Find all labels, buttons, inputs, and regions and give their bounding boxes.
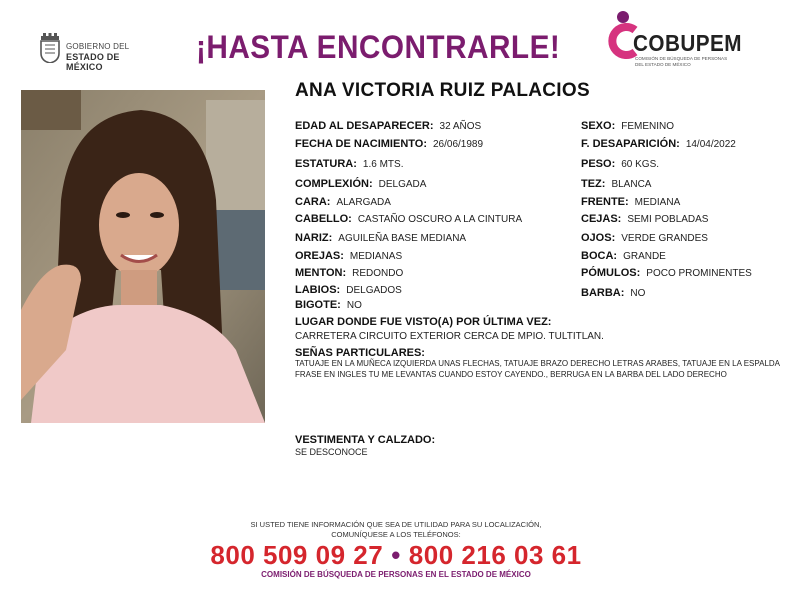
cobupem-subtitle: [635, 56, 727, 67]
field-beard: [581, 287, 645, 300]
field-label: BIGOTE:: [295, 299, 341, 311]
field-face: [295, 196, 391, 209]
field-label: FRENTE:: [581, 196, 629, 208]
field-label: MENTON:: [295, 267, 347, 279]
field-value: 14/04/2022: [685, 139, 736, 150]
field-birthdate: [295, 138, 483, 151]
phone-numbers: [0, 540, 792, 571]
field-value: 32 AÑOS: [439, 121, 482, 132]
gov-line1: GOBIERNO DEL: [66, 42, 130, 51]
field-complexion: [581, 178, 651, 191]
field-label: EDAD AL DESAPARECER:: [295, 120, 434, 132]
cobupem-logo: [604, 10, 744, 70]
field-value: AGUILEÑA BASE MEDIANA: [338, 233, 467, 244]
field-mouth: [581, 250, 666, 263]
gov-line2: ESTADO DE MÉXICO: [66, 52, 120, 72]
field-value: 26/06/1989: [433, 139, 484, 150]
field-value: MEDIANAS: [349, 251, 403, 262]
marks-label: SEÑAS PARTICULARES:: [295, 347, 425, 359]
field-label: OREJAS:: [295, 250, 344, 262]
field-label: PESO:: [581, 158, 616, 170]
field-value: SEMI POBLADAS: [627, 214, 709, 225]
field-lips: [295, 284, 402, 297]
field-label: OJOS:: [581, 232, 616, 244]
field-label: ESTATURA:: [295, 158, 357, 170]
field-hair: [295, 213, 522, 226]
field-value: FEMENINO: [621, 121, 675, 132]
field-label: TEZ:: [581, 178, 606, 190]
headline: ¡HASTA ENCONTRARLE!: [196, 29, 561, 65]
field-label: PÓMULOS:: [581, 267, 641, 279]
cobupem-sub-line2: DEL ESTADO DE MÉXICO: [635, 61, 691, 67]
field-label: SEXO:: [581, 120, 616, 132]
last-seen-label: LUGAR DONDE FUE VISTO(A) POR ÚLTIMA VEZ:: [295, 316, 552, 328]
field-value: 60 KGS.: [621, 159, 660, 170]
field-value: 1.6 MTS.: [362, 159, 404, 170]
separator-dot: •: [391, 540, 401, 570]
field-eyes: [581, 232, 708, 245]
footer-note-line1: SI USTED TIENE INFORMACIÓN QUE SEA DE UTILIDAD PARA SU LOCALIZACIÓN,: [250, 520, 542, 529]
field-eyebrows: [581, 213, 708, 226]
field-label: LABIOS:: [295, 284, 341, 296]
field-value: CASTAÑO OSCURO A LA CINTURA: [357, 214, 523, 225]
field-value: VERDE GRANDES: [621, 233, 708, 244]
field-value: MEDIANA: [634, 197, 681, 208]
field-value: BLANCA: [611, 179, 652, 190]
field-value: NO: [346, 300, 362, 311]
state-seal-icon: [38, 33, 62, 63]
field-value: POCO PROMINENTES: [646, 268, 752, 279]
field-value: DELGADA: [378, 179, 427, 190]
field-forehead: [581, 196, 680, 209]
field-label: CEJAS:: [581, 213, 622, 225]
field-label: CARA:: [295, 196, 331, 208]
field-value: REDONDO: [352, 268, 404, 279]
field-sex: [581, 120, 674, 133]
person-name: ANA VICTORIA RUIZ PALACIOS: [295, 80, 590, 101]
field-build: [295, 178, 426, 191]
field-label: FECHA DE NACIMIENTO:: [295, 138, 427, 150]
field-mustache: [295, 299, 362, 312]
field-chin: [295, 267, 403, 280]
field-height: [295, 158, 404, 171]
gov-logo: [38, 33, 158, 72]
field-label: BOCA:: [581, 250, 618, 262]
phone-1[interactable]: 800 509 09 27: [210, 540, 384, 570]
gov-logo-text: [66, 42, 158, 72]
cobupem-sub-line1: COMISIÓN DE BÚSQUEDA DE PERSONAS: [635, 56, 728, 61]
marks-value: TATUAJE EN LA MUÑECA IZQUIERDA UNAS FLECHAS, TATUAJE BRAZO DERECHO LETRAS ARABES, TATUAJE EN LA ESPALDA FRASE EN INGLES TU ME LEVANTAS CUANDO ESTOY CAYENDO., BERRUGA EN LA BARBA DEL LADO DERECHO: [295, 359, 780, 379]
field-label: F. DESAPARICIÓN:: [581, 138, 680, 150]
field-label: CABELLO:: [295, 213, 352, 225]
clothing-value: SE DESCONOCE: [295, 447, 368, 457]
field-age: [295, 120, 481, 133]
field-cheekbones: [581, 267, 752, 280]
footer-org: COMISIÓN DE BÚSQUEDA DE PERSONAS EN EL ESTADO DE MÉXICO: [261, 570, 531, 579]
last-seen-value: CARRETERA CIRCUITO EXTERIOR CERCA DE MPIO. TULTITLAN.: [295, 331, 604, 342]
clothing-label: VESTIMENTA Y CALZADO:: [295, 434, 436, 446]
field-nose: [295, 232, 466, 245]
person-photo: [21, 90, 265, 423]
phone-2[interactable]: 800 216 03 61: [408, 540, 582, 570]
footer-note: [0, 520, 792, 540]
field-value: DELGADOS: [346, 285, 402, 296]
field-disappearance-date: [581, 138, 736, 151]
field-label: NARIZ:: [295, 232, 333, 244]
footer-note-line2: COMUNÍQUESE A LOS TELÉFONOS:: [331, 530, 461, 539]
field-label: BARBA:: [581, 287, 625, 299]
field-value: GRANDE: [623, 251, 666, 262]
field-value: NO: [630, 288, 646, 299]
field-value: ALARGADA: [336, 197, 391, 208]
field-ears: [295, 250, 402, 263]
field-label: COMPLEXIÓN:: [295, 178, 373, 190]
field-weight: [581, 158, 659, 171]
cobupem-name: COBUPEM: [633, 30, 742, 56]
